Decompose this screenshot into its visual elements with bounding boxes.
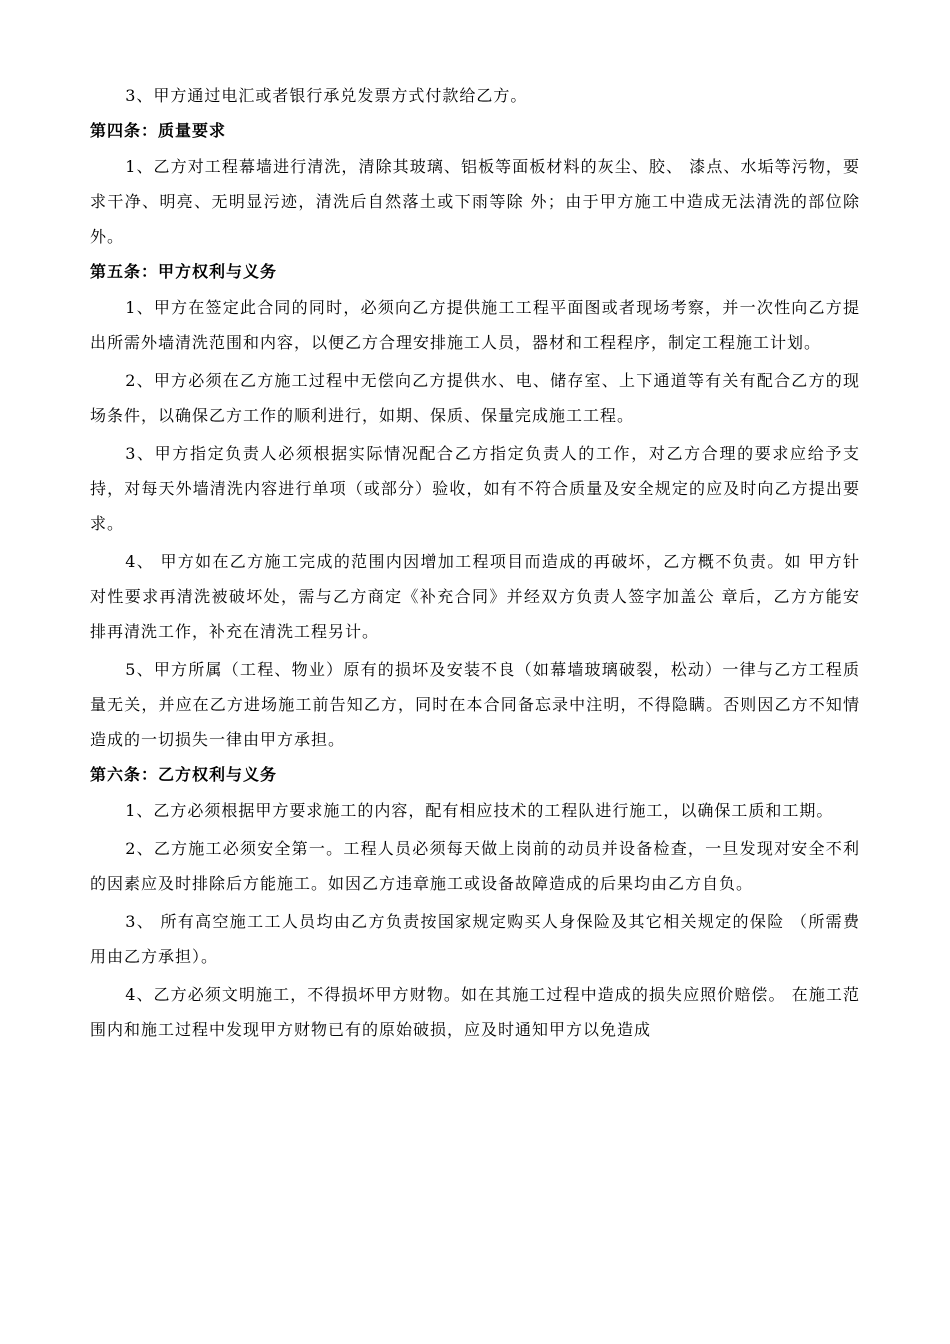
document-body	[90, 78, 860, 1047]
section-4-clause-1: 1、乙方对工程幕墙进行清洗，清除其玻璃、铝板等面板材料的灰尘、胶、 漆点、水垢等污物，要求干净、明亮、无明显污迹，清洗后自然落土或下雨等除 外；由于甲方施工中造成无法清洗的部位除外。	[90, 157, 860, 246]
paragraph-payment-method: 3、甲方通过电汇或者银行承兑发票方式付款给乙方。	[125, 86, 528, 105]
section-5-clause-4: 4、 甲方如在乙方施工完成的范围内因增加工程项目而造成的再破坏，乙方概不负责。如 甲方针对性要求再清洗被破坏处，需与乙方商定《补充合同》并经双方负责人签字加盖公 章后，乙方方能安排再清洗工作，补充在清洗工程另计。	[90, 552, 860, 641]
section-5-clause-3: 3、甲方指定负责人必须根据实际情况配合乙方指定负责人的工作，对乙方合理的要求应给予支持，对每天外墙清洗内容进行单项（或部分）验收，如有不符合质量及安全规定的应及时向乙方提出要求。	[90, 444, 860, 533]
section-5-clause-1: 1、甲方在签定此合同的同时，必须向乙方提供施工工程平面图或者现场考察，并一次性向乙方提出所需外墙清洗范围和内容，以便乙方合理安排施工人员，器材和工程程序，制定工程施工计划。	[90, 298, 860, 352]
section-5-clause-5: 5、甲方所属（工程、物业）原有的损坏及安装不良（如幕墙玻璃破裂，松动）一律与乙方工程质量无关，并应在乙方进场施工前告知乙方，同时在本合同备忘录中注明，不得隐瞒。否则因乙方不知情造成的一切损失一律由甲方承担。	[90, 660, 860, 749]
section-4-title: 第四条：质量要求	[90, 121, 227, 140]
section-6-title: 第六条：乙方权利与义务	[90, 765, 278, 784]
section-5-title: 第五条：甲方权利与义务	[90, 262, 278, 281]
section-6-clause-2: 2、乙方施工必须安全第一。工程人员必须每天做上岗前的动员并设备检查，一旦发现对安全不利的因素应及时排除后方能施工。如因乙方违章施工或设备故障造成的后果均由乙方自负。	[90, 839, 860, 893]
section-5-clause-2: 2、甲方必须在乙方施工过程中无偿向乙方提供水、电、储存室、上下通道等有关有配合乙方的现场条件，以确保乙方工作的顺利进行，如期、保质、保量完成施工工程。	[90, 371, 860, 425]
section-6-clause-3: 3、 所有高空施工工人员均由乙方负责按国家规定购买人身保险及其它相关规定的保险 （所需费用由乙方承担）。	[90, 912, 860, 966]
section-6-clause-1: 1、乙方必须根据甲方要求施工的内容，配有相应技术的工程队进行施工，以确保工质和工期。	[125, 801, 834, 820]
section-6-clause-4: 4、乙方必须文明施工，不得损坏甲方财物。如在其施工过程中造成的损失应照价赔偿。 在施工范围内和施工过程中发现甲方财物已有的原始破损，应及时通知甲方以免造成	[90, 985, 860, 1039]
